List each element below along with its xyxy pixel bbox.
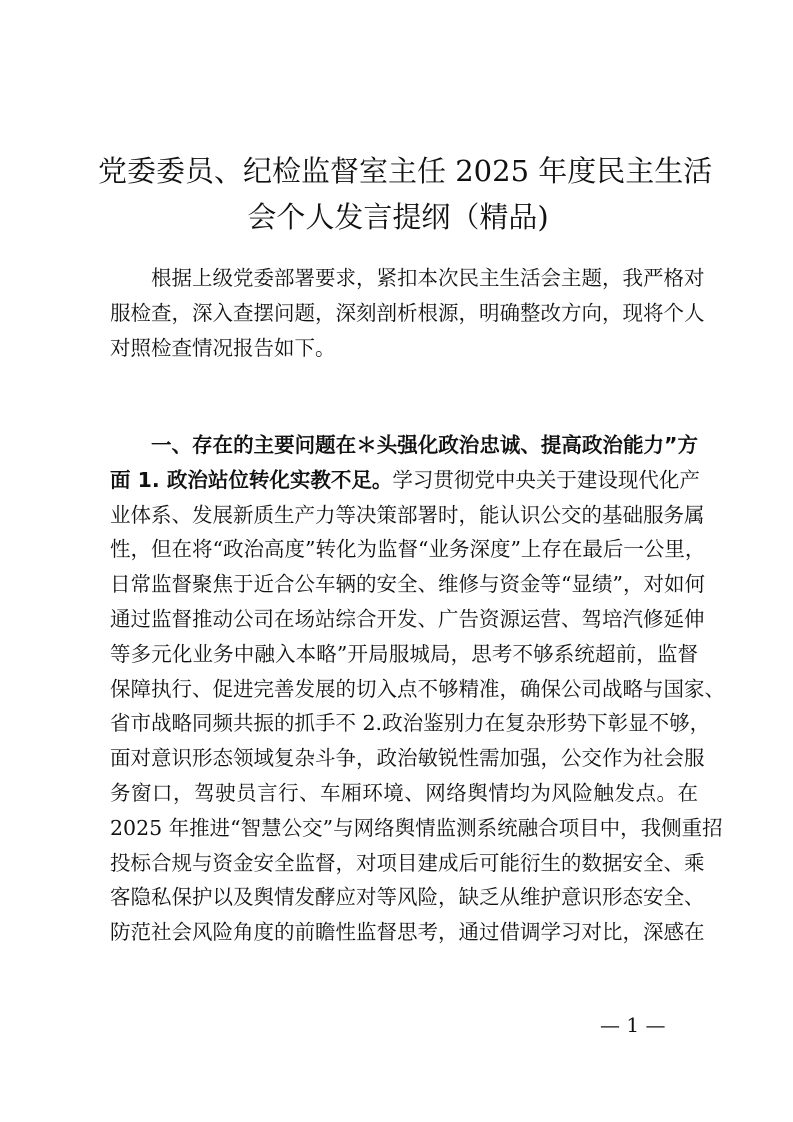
- intro-line: 对照检查情况报告如下。: [110, 335, 336, 360]
- intro-line: 服检查，深入查摆问题，深刻剖析根源，明确整改方向，现将个人: [110, 300, 705, 325]
- body-line: 防范社会风险角度的前瞻性监督思考，通过借调学习对比，深感在: [110, 920, 705, 945]
- body-line: 2025 年推进“智慧公交”与网络舆情监测系统融合项目中，我侧重招: [110, 815, 723, 840]
- body-line: 通过监督推动公司在场站综合开发、广告资源运营、驾培汽修延伸: [110, 606, 705, 631]
- page-number: — 1 —: [600, 1013, 666, 1037]
- document-title: [98, 148, 713, 240]
- body-text: 学习贯彻党中央关于建设现代化产: [392, 467, 700, 492]
- body-line: 面对意识形态领域复杂斗争，政治敏锐性需加强，公交作为社会服: [110, 746, 705, 771]
- intro-paragraph: [110, 261, 705, 365]
- body-line: [110, 463, 698, 498]
- body-line: 客隐私保护以及舆情发酵应对等风险，缺乏从维护意识形态安全、: [110, 885, 705, 910]
- section-heading: 一、存在的主要问题在＊头强化政治忠诚、提高政治能力”方: [151, 433, 698, 457]
- body-line: 等多元化业务中融入本略”开局服城局，思考不够系统超前，监督: [110, 641, 698, 666]
- subsection-heading: 面 1. 政治站位转化实教不足。: [110, 467, 393, 492]
- body-line: 业体系、发展新质生产力等决策部署时，能认识公交的基础服务属: [110, 502, 705, 527]
- body-line: 日常监督聚焦于近合公车辆的安全、维修与资金等“显绩”，对如何: [110, 572, 705, 597]
- body-line: 保障执行、促进完善发展的切入点不够精准，确保公司战略与国家、: [110, 676, 725, 701]
- body-line: 投标合规与资金安全监督，对项目建成后可能衍生的数据安全、乘: [110, 850, 705, 875]
- body-line: 性，但在将“政治高度”转化为监督“业务深度”上存在最后一公里，: [110, 537, 706, 562]
- title-line-2: 会个人发言提纲（精品): [247, 200, 549, 234]
- body-line: 省市战略同频共振的抓手不 2.政治鉴别力在复杂形势下彰显不够，: [110, 711, 711, 736]
- title-line-1: 党委委员、纪检监督室主任 2025 年度民主生活: [98, 154, 713, 188]
- intro-line: 根据上级党委部署要求，紧扣本次民主生活会主题，我严格对: [151, 266, 705, 290]
- problems-section: [110, 428, 725, 950]
- body-line: 务窗口，驾驶员言行、车厢环境、网络舆情均为风险触发点。在: [110, 780, 698, 805]
